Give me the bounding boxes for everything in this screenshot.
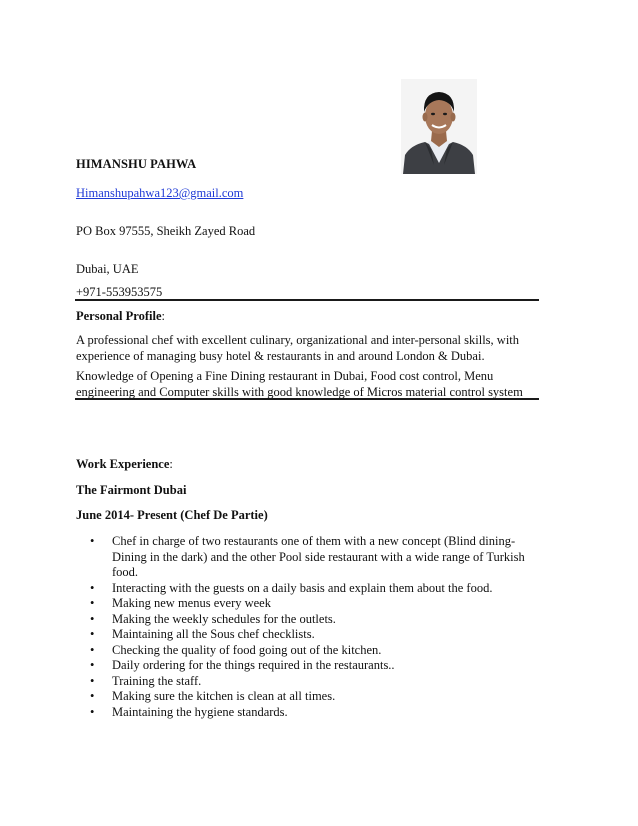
- list-item: [76, 658, 546, 674]
- bullet-icon: •: [90, 611, 95, 626]
- bullet-icon: •: [90, 627, 95, 641]
- list-item: [76, 705, 546, 721]
- duty-text: Daily ordering for the things required in the restaurants..: [112, 658, 395, 672]
- list-item: [76, 674, 546, 690]
- bullet-icon: •: [90, 596, 95, 610]
- profile-photo-image: [401, 79, 477, 174]
- duty-text: Making the weekly schedules for the outlets.: [112, 611, 336, 626]
- duty-text: Interacting with the guests on a daily basis and explain them about the food.: [112, 580, 493, 595]
- bullet-icon: •: [90, 658, 95, 672]
- duty-text: Maintaining all the Sous chef checklists.: [112, 627, 315, 641]
- list-item: [76, 643, 546, 659]
- bullet-icon: •: [90, 642, 95, 657]
- phone-number: +971-553953575: [76, 285, 163, 299]
- section-divider-bottom: [75, 398, 539, 400]
- work-heading: [76, 457, 173, 472]
- list-item: [76, 581, 546, 597]
- candidate-name: HIMANSHU PAHWA: [76, 157, 197, 171]
- duty-text: Making sure the kitchen is clean at all times.: [112, 689, 336, 703]
- employer-name: The Fairmont Dubai: [76, 483, 187, 497]
- bullet-icon: •: [90, 673, 95, 688]
- work-heading-colon: :: [169, 457, 173, 471]
- address-line-1: PO Box 97555, Sheikh Zayed Road: [76, 224, 256, 238]
- list-item: [76, 596, 546, 612]
- duty-text: Chef in charge of two restaurants one of them with a new concept (Blind dining- Dining in the dark) and the other Pool side restaurant with a wide range of Turkish food.: [112, 534, 525, 579]
- list-item: [76, 627, 546, 643]
- email-link[interactable]: Himanshupahwa123@gmail.com: [76, 186, 244, 200]
- profile-paragraph-2: Knowledge of Opening a Fine Dining restaurant in Dubai, Food cost control, Menu engineering and Computer skills with good knowledge of Micros material control system: [76, 369, 523, 399]
- list-item: [76, 534, 546, 581]
- duties-list: [76, 534, 546, 720]
- list-item: [76, 612, 546, 628]
- duty-text: Maintaining the hygiene standards.: [112, 704, 288, 719]
- bullet-icon: •: [90, 704, 95, 719]
- employment-period: June 2014- Present (Chef De Partie): [76, 508, 268, 522]
- bullet-icon: •: [90, 580, 95, 595]
- bullet-icon: •: [90, 534, 95, 548]
- address-line-2: Dubai, UAE: [76, 262, 139, 276]
- profile-heading: [76, 309, 165, 324]
- bullet-icon: •: [90, 689, 95, 703]
- profile-heading-text: Personal Profile: [76, 309, 162, 323]
- profile-heading-colon: :: [161, 309, 165, 323]
- section-divider-top: [75, 299, 539, 301]
- duty-text: Making new menus every week: [112, 596, 271, 610]
- profile-paragraph-1: A professional chef with excellent culinary, organizational and inter-personal skills, with experience of managing busy hotel & restaurants in and around London & Dubai.: [76, 333, 520, 363]
- work-heading-text: Work Experience: [76, 457, 170, 471]
- duty-text: Checking the quality of food going out of the kitchen.: [112, 642, 382, 657]
- duty-text: Training the staff.: [112, 673, 202, 688]
- profile-photo: [401, 79, 477, 174]
- list-item: [76, 689, 546, 705]
